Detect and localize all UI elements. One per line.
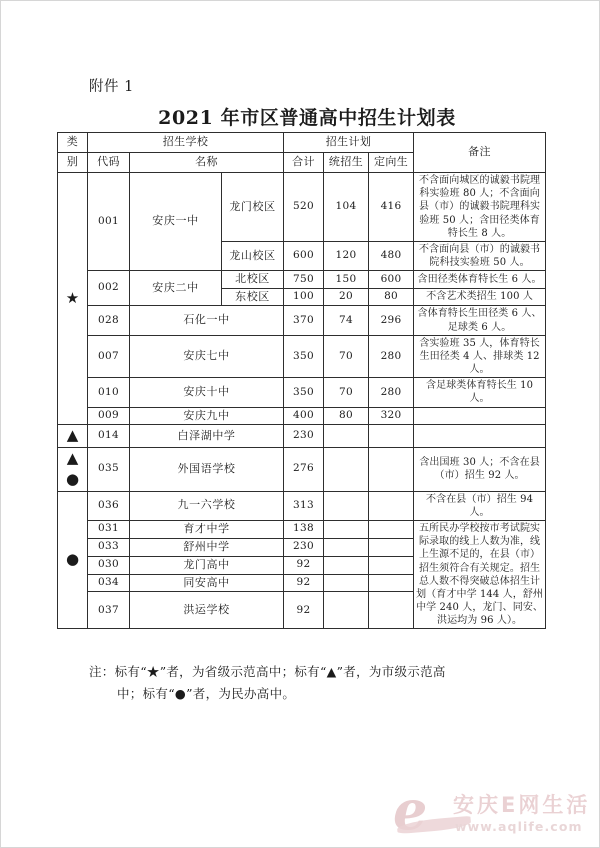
unified-count: 74 [324, 306, 369, 335]
school-name: 安庆九中 [130, 407, 284, 425]
triangle-marker-icon: ▲ [66, 426, 79, 445]
school-name: 洪运学校 [130, 592, 284, 629]
directed-count: 280 [369, 378, 414, 407]
table-row [58, 306, 546, 335]
table-row [58, 173, 546, 242]
remark-cell: 不含面向城区的诚毅书院理科实验班 80 人；不含面向县（市）的诚毅书院理科实验班 50 人；含田径类体育特长生 8 人。 [414, 173, 546, 242]
page-title: 2021 年市区普通高中招生计划表 [158, 107, 456, 129]
remark-cell: 不含艺术类招生 100 人 [414, 288, 546, 306]
unified-count [324, 425, 369, 448]
school-name: 龙门高中 [130, 556, 284, 574]
unified-count [324, 574, 369, 592]
directed-count: 80 [369, 288, 414, 306]
total-count: 400 [284, 407, 324, 425]
table-row [58, 335, 546, 378]
remark-cell: 含实验班 35 人，体育特长生田径类 4 人、排球类 12 人。 [414, 335, 546, 378]
total-count: 276 [284, 447, 324, 491]
school-name: 舒州中学 [130, 538, 284, 556]
school-name: 安庆七中 [130, 335, 284, 378]
total-count: 230 [284, 538, 324, 556]
circle-marker-icon: ● [65, 550, 80, 569]
triangle-marker-icon: ▲ [66, 448, 79, 467]
directed-count [369, 447, 414, 491]
directed-count: 280 [369, 335, 414, 378]
remark-cell: 含出国班 30 人；不含在县（市）招生 92 人。 [414, 447, 546, 491]
total-count: 600 [284, 241, 324, 270]
school-name: 白泽湖中学 [130, 425, 284, 448]
campus-name: 北校区 [222, 271, 284, 289]
header-total: 合计 [284, 153, 324, 173]
school-name: 外国语学校 [130, 447, 284, 491]
star-marker-icon: ★ [65, 288, 80, 307]
total-count: 92 [284, 574, 324, 592]
campus-name: 龙门校区 [222, 173, 284, 242]
directed-count [369, 574, 414, 592]
category-marker-star [58, 173, 88, 425]
header-code: 代码 [88, 153, 130, 173]
table-row [58, 520, 546, 538]
remark-cell: 含足球类体育特长生 10 人。 [414, 378, 546, 407]
total-count: 92 [284, 556, 324, 574]
total-count: 350 [284, 378, 324, 407]
directed-count: 600 [369, 271, 414, 289]
unified-count: 80 [324, 407, 369, 425]
footnote-line-1: 注：标有“★”者，为省级示范高中；标有“▲”者，为市级示范高 [89, 664, 446, 679]
document-page [1, 1, 599, 847]
category-marker-circle [58, 491, 88, 629]
unified-count [324, 538, 369, 556]
remark-cell [414, 407, 546, 425]
total-count: 520 [284, 173, 324, 242]
category-marker-triangle-circle [58, 447, 88, 491]
directed-count [369, 592, 414, 629]
total-count: 230 [284, 425, 324, 448]
table-row [58, 491, 546, 520]
admission-plan-table-wrapper [57, 132, 545, 629]
school-code: 002 [88, 271, 130, 306]
site-watermark [391, 778, 591, 842]
remark-cell: 含体育特长生田径类 6 人、足球类 6 人。 [414, 306, 546, 335]
school-name: 安庆一中 [130, 173, 222, 271]
watermark-url: www.aqlife.com [455, 819, 583, 834]
school-code: 037 [88, 592, 130, 629]
school-name: 同安高中 [130, 574, 284, 592]
school-code: 034 [88, 574, 130, 592]
table-row [58, 425, 546, 448]
unified-count [324, 520, 369, 538]
school-code: 030 [88, 556, 130, 574]
directed-count: 480 [369, 241, 414, 270]
total-count: 138 [284, 520, 324, 538]
school-code: 033 [88, 538, 130, 556]
header-unified: 统招生 [324, 153, 369, 173]
directed-count: 296 [369, 306, 414, 335]
table-row [58, 271, 546, 289]
school-name: 安庆十中 [130, 378, 284, 407]
category-marker-triangle [58, 425, 88, 448]
header-plan-group: 招生计划 [284, 133, 414, 153]
remark-cell: 不含在县（市）招生 94 人。 [414, 491, 546, 520]
directed-count [369, 538, 414, 556]
watermark-brand: 安庆E网生活 [453, 793, 591, 817]
header-school-group: 招生学校 [88, 133, 284, 153]
directed-count [369, 425, 414, 448]
total-count: 750 [284, 271, 324, 289]
directed-count [369, 556, 414, 574]
watermark-swoosh-icon [397, 816, 472, 834]
footnote [89, 661, 509, 705]
table-row [58, 447, 546, 491]
table-row [58, 407, 546, 425]
unified-count: 20 [324, 288, 369, 306]
school-code: 014 [88, 425, 130, 448]
circle-marker-icon: ● [65, 469, 80, 488]
remark-cell [414, 425, 546, 448]
total-count: 370 [284, 306, 324, 335]
directed-count: 416 [369, 173, 414, 242]
school-code: 001 [88, 173, 130, 271]
footnote-line-2: 中；标有“●”者，为民办高中。 [117, 685, 296, 701]
unified-count: 120 [324, 241, 369, 270]
school-code: 009 [88, 407, 130, 425]
directed-count [369, 491, 414, 520]
directed-count [369, 520, 414, 538]
remark-cell: 不含面向县（市）的诚毅书院科技实验班 50 人。 [414, 241, 546, 270]
school-name: 安庆二中 [130, 271, 222, 306]
school-code: 035 [88, 447, 130, 491]
total-count: 100 [284, 288, 324, 306]
header-category-line2: 别 [58, 153, 88, 173]
school-name: 石化一中 [130, 306, 284, 335]
attachment-label: 附件 1 [89, 79, 134, 95]
school-code: 007 [88, 335, 130, 378]
header-directed: 定向生 [369, 153, 414, 173]
watermark-logo-icon: e [393, 778, 428, 842]
remark-cell: 含田径类体育特长生 6 人。 [414, 271, 546, 289]
unified-count: 150 [324, 271, 369, 289]
unified-count [324, 491, 369, 520]
header-category-line1: 类 [58, 133, 88, 153]
unified-count: 70 [324, 378, 369, 407]
school-name: 九一六学校 [130, 491, 284, 520]
unified-count [324, 447, 369, 491]
private-group-remark-cell: 五所民办学校按市考试院实际录取的线上人数为准，线上生源不足的，在县（市）招生须符合有关规定。招生总人数不得突破总体招生计划（育才中学 144 人，舒州中学 240 人，龙门、同安、洪运均为 96 人）。 [414, 520, 546, 629]
table-row [58, 378, 546, 407]
header-name: 名称 [130, 153, 284, 173]
school-code: 028 [88, 306, 130, 335]
campus-name: 东校区 [222, 288, 284, 306]
unified-count: 70 [324, 335, 369, 378]
unified-count: 104 [324, 173, 369, 242]
school-code: 031 [88, 520, 130, 538]
school-code: 010 [88, 378, 130, 407]
total-count: 350 [284, 335, 324, 378]
unified-count [324, 592, 369, 629]
admission-plan-table [57, 132, 546, 629]
table-header-row-1 [58, 133, 546, 153]
total-count: 313 [284, 491, 324, 520]
unified-count [324, 556, 369, 574]
total-count: 92 [284, 592, 324, 629]
directed-count: 320 [369, 407, 414, 425]
campus-name: 龙山校区 [222, 241, 284, 270]
school-code: 036 [88, 491, 130, 520]
school-name: 育才中学 [130, 520, 284, 538]
header-remarks: 备注 [414, 133, 546, 173]
